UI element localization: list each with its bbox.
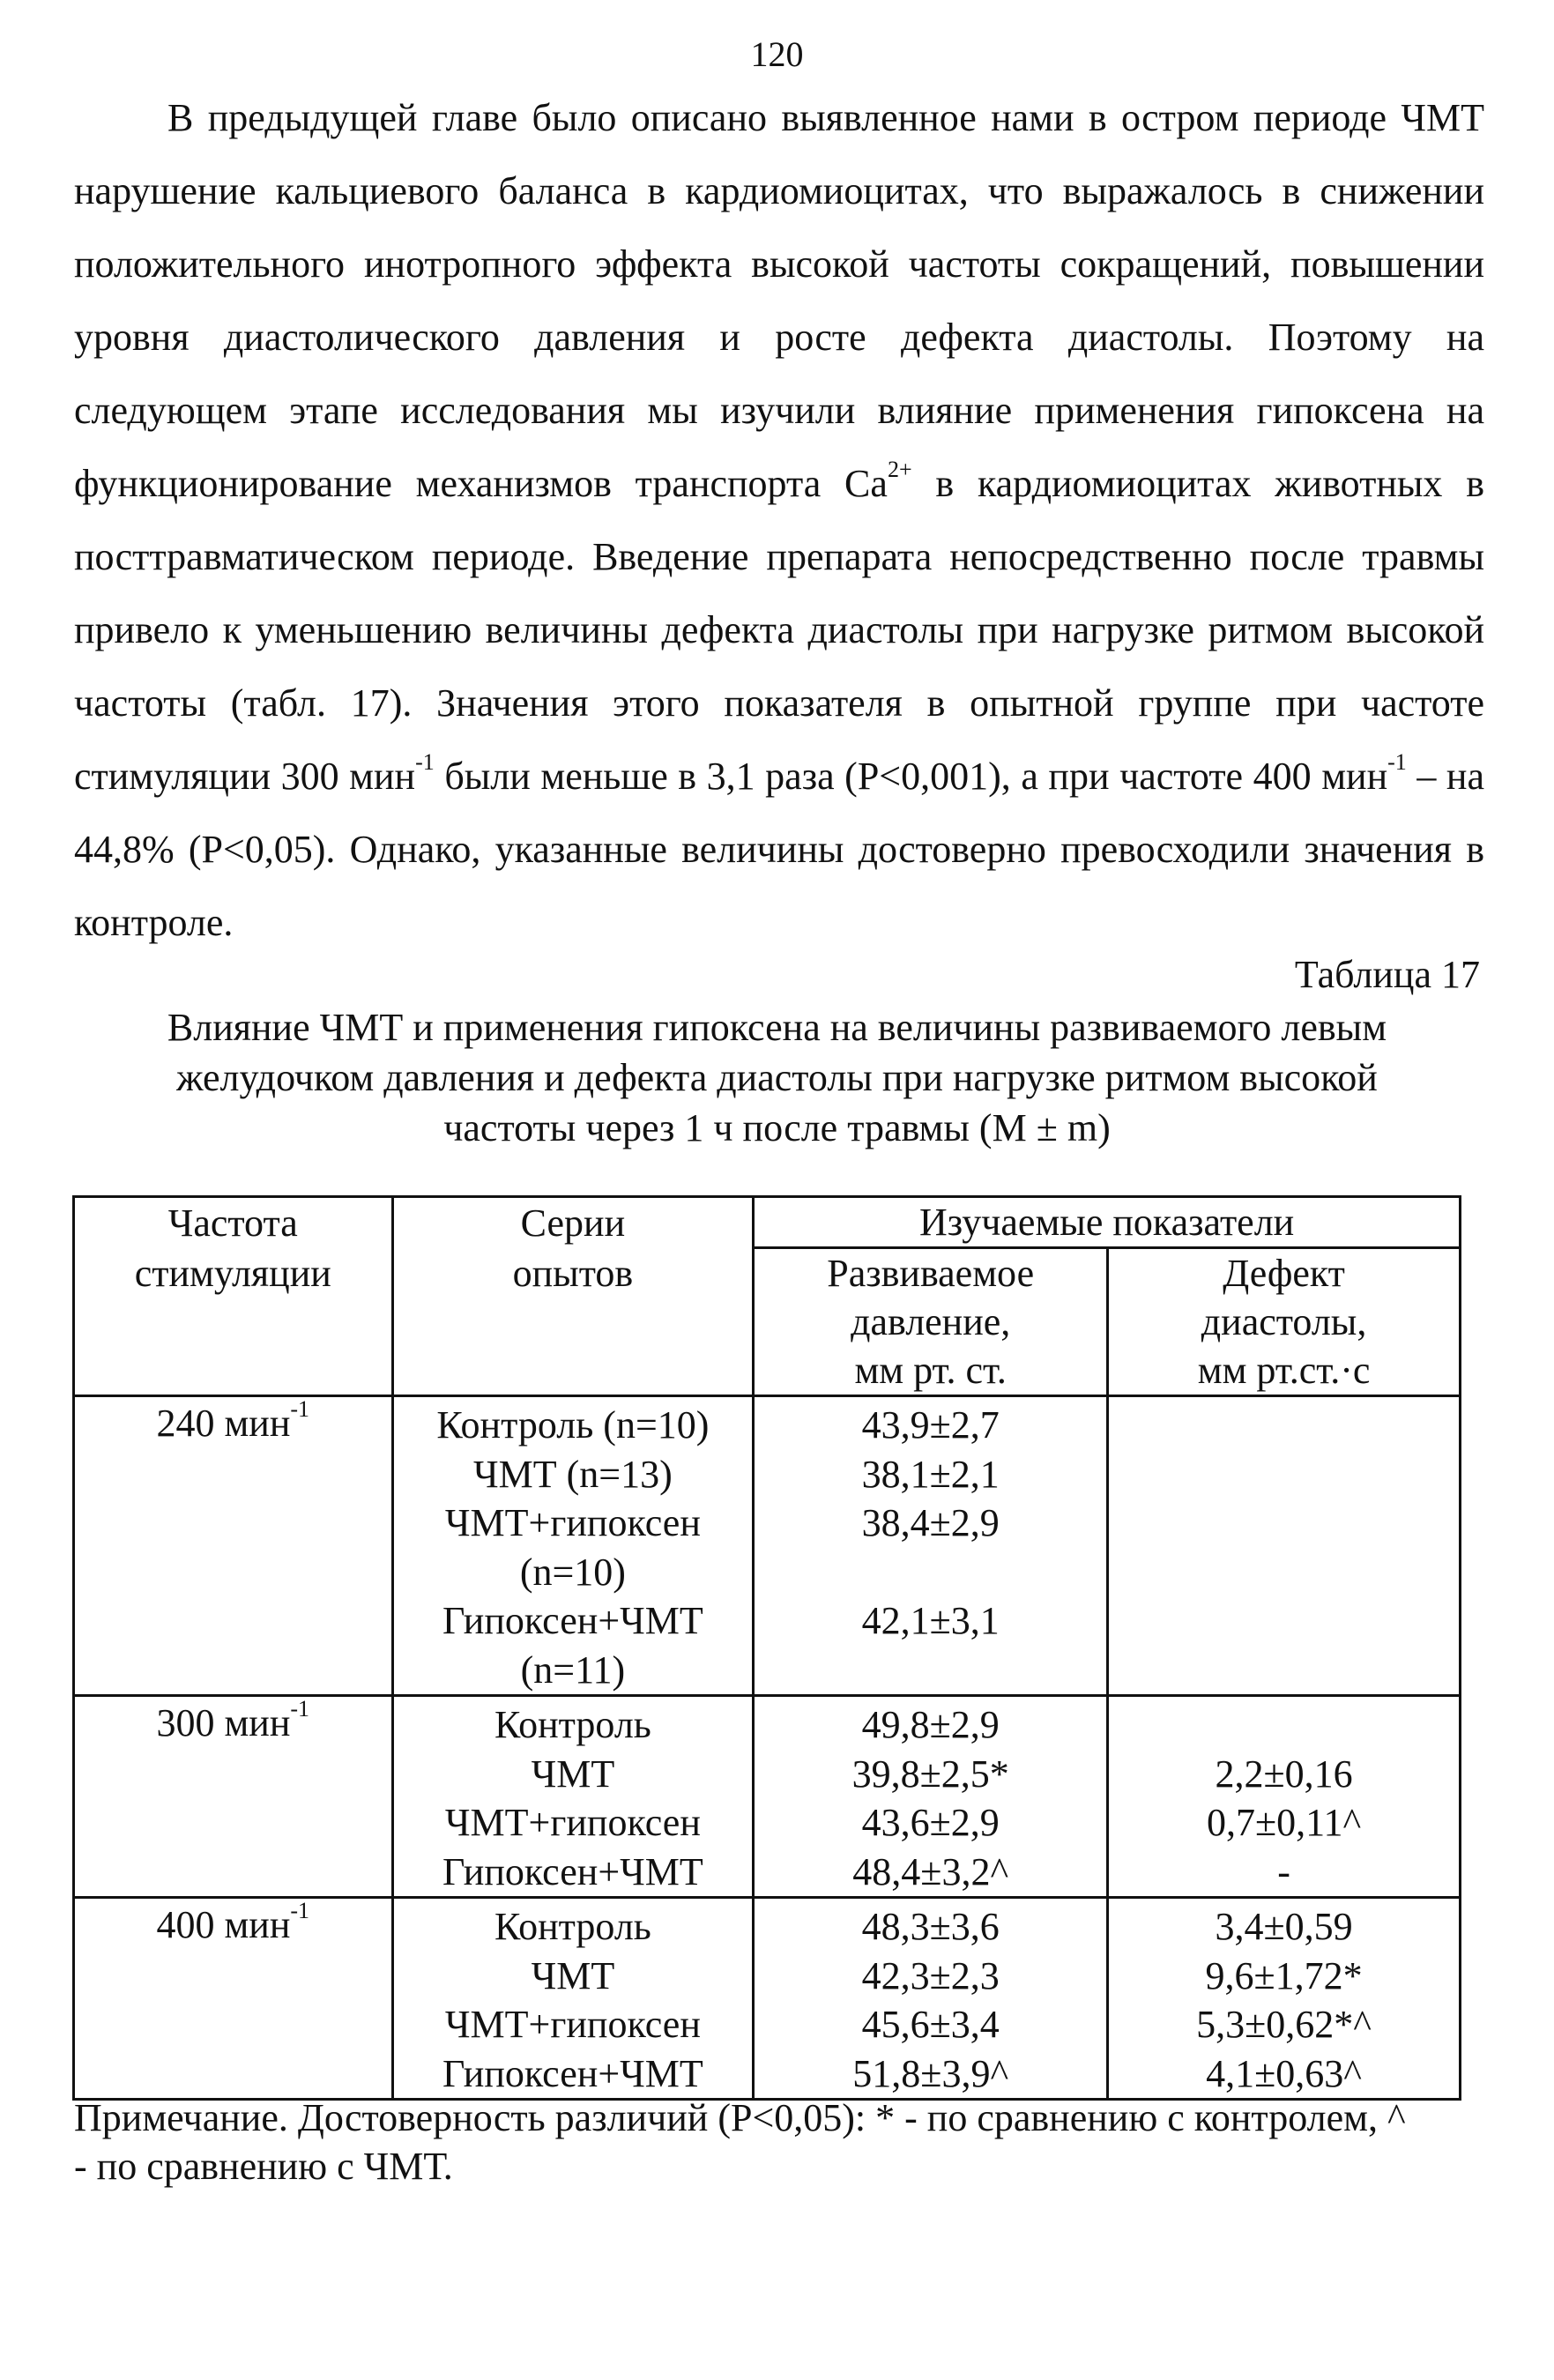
series-line: (n=10) — [519, 1550, 626, 1594]
superscript-min-1: -1 — [415, 749, 435, 775]
series-line: ЧМТ+гипоксен — [444, 1501, 701, 1544]
defect-value: 0,7±0,11^ — [1206, 1801, 1362, 1844]
header-pressure: Развиваемое давление, мм рт. ст. — [754, 1248, 1108, 1396]
pressure-value: 49,8±2,9 — [861, 1703, 1000, 1746]
pressure-value: 43,9±2,7 — [861, 1403, 1000, 1447]
series-line: ЧМТ+гипоксен — [444, 2003, 701, 2046]
caption-line: желудочком давления и дефекта диастолы при нагрузке ритмом высокой — [176, 1056, 1378, 1099]
body-paragraph — [74, 81, 1484, 959]
pressure-value: 38,4±2,9 — [861, 1501, 1000, 1544]
series-line: ЧМТ (n=13) — [473, 1452, 673, 1496]
pressure-value: 51,8±3,9^ — [852, 2051, 1009, 2095]
defect-value: 9,6±1,72* — [1205, 1953, 1363, 1997]
table-number: Таблица 17 — [1294, 953, 1480, 996]
page-number: 120 — [750, 34, 804, 74]
series-line: (n=11) — [520, 1647, 626, 1692]
table-row — [74, 1396, 1461, 1696]
series-cell — [392, 1396, 754, 1696]
frequency-value: 300 мин — [156, 1701, 291, 1744]
pressure-value: 42,3±2,3 — [861, 1953, 1000, 1997]
caption-line: Влияние ЧМТ и применения гипоксена на величины развиваемого левым — [167, 1006, 1387, 1049]
table-row — [74, 1898, 1461, 2100]
frequency-cell — [74, 1396, 393, 1696]
defect-value — [1112, 1401, 1455, 1450]
pressure-value: 38,1±2,1 — [861, 1452, 1000, 1496]
table-note — [74, 2094, 1484, 2190]
header-indicators: Изучаемые показатели — [754, 1197, 1461, 1248]
pressure-cell — [754, 1898, 1108, 2100]
superscript-min-2: -1 — [1387, 749, 1407, 775]
caption-line: частоты через 1 ч после травмы (M ± m) — [443, 1106, 1111, 1149]
series-line: Контроль — [494, 1905, 651, 1948]
paragraph-text-1: В предыдущей главе было описано выявленное нами в остром периоде ЧМТ нарушение кальциевого баланса в кардиомиоцитах, что выражалось в снижении положительного инотропного эффекта высокой частоты сокращений, повышении уровня диастолического давления и росте дефекта диастолы. Поэтому на следующем этапе исследования мы изучили влияние применения гипоксена на функционирование механизмов транспорта Ca — [74, 96, 1484, 505]
series-line: Гипоксен+ЧМТ — [442, 1599, 703, 1642]
defect-value: 2,2±0,16 — [1215, 1752, 1353, 1796]
pressure-value: 43,6±2,9 — [861, 1801, 1000, 1844]
table-caption — [97, 1002, 1457, 1153]
series-line: ЧМТ — [531, 1953, 615, 1997]
pressure-value: 42,1±3,1 — [861, 1599, 1000, 1642]
pressure-value — [758, 1548, 1103, 1597]
defect-value: 3,4±0,59 — [1215, 1905, 1353, 1948]
defect-value — [1112, 1548, 1455, 1597]
paragraph-text-2: в кардиомиоцитах животных в посттравматическом периоде. Введение препарата непосредственно после травмы привело к уменьшению величины дефекта диастолы при нагрузке ритмом высокой частоты (табл. 17). Значения этого показателя в опытной группе при частоте стимуляции 300 мин — [74, 462, 1484, 798]
superscript-ca-charge: 2+ — [887, 457, 912, 482]
paragraph-text-3: были меньше в 3,1 раза (P<0,001), а при частоте 400 мин — [434, 755, 1388, 798]
series-line: Контроль — [494, 1703, 651, 1746]
frequency-value: 240 мин — [156, 1402, 291, 1445]
defect-value — [1112, 1700, 1455, 1750]
frequency-cell — [74, 1898, 393, 2100]
header-frequency: Частота стимуляции — [74, 1197, 393, 1396]
frequency-value: 400 мин — [156, 1903, 291, 1946]
series-line: Гипоксен+ЧМТ — [442, 1849, 703, 1893]
series-cell — [392, 1696, 754, 1898]
series-line: Контроль (n=10) — [436, 1403, 710, 1447]
defect-cell — [1108, 1696, 1461, 1898]
frequency-exponent: -1 — [290, 1396, 310, 1422]
data-table — [72, 1195, 1461, 2101]
frequency-exponent: -1 — [290, 1898, 310, 1923]
defect-cell — [1108, 1898, 1461, 2100]
series-line: ЧМТ+гипоксен — [444, 1801, 701, 1844]
defect-value — [1112, 1450, 1455, 1499]
pressure-cell — [754, 1696, 1108, 1898]
pressure-value: 45,6±3,4 — [861, 2003, 1000, 2046]
defect-value — [1112, 1596, 1455, 1646]
table-header-row — [74, 1197, 1461, 1248]
defect-value — [1112, 1646, 1455, 1695]
pressure-value: 48,3±3,6 — [861, 1905, 1000, 1948]
note-line: Примечание. Достоверность различий (P<0,05): * - по сравнению с контролем, ^ — [74, 2096, 1406, 2139]
pressure-cell — [754, 1396, 1108, 1696]
frequency-cell — [74, 1696, 393, 1898]
pressure-value — [758, 1646, 1103, 1695]
frequency-exponent: -1 — [290, 1696, 310, 1722]
defect-value: 4,1±0,63^ — [1206, 2051, 1362, 2095]
series-cell — [392, 1898, 754, 2100]
series-line: ЧМТ — [531, 1752, 615, 1796]
defect-value: - — [1277, 1849, 1290, 1893]
header-series: Серии опытов — [392, 1197, 754, 1396]
series-line: Гипоксен+ЧМТ — [442, 2051, 703, 2095]
defect-cell — [1108, 1396, 1461, 1696]
table-row — [74, 1696, 1461, 1898]
pressure-value: 48,4±3,2^ — [852, 1849, 1009, 1893]
note-line: - по сравнению с ЧМТ. — [74, 2145, 453, 2188]
defect-value — [1112, 1499, 1455, 1548]
pressure-value: 39,8±2,5* — [851, 1752, 1009, 1796]
defect-value: 5,3±0,62*^ — [1196, 2003, 1372, 2046]
paragraph-text-4: – на 44,8% (P<0,05). Однако, указанные величины достоверно превосходили значения в контроле. — [74, 755, 1485, 944]
header-defect: Дефект диастолы, мм рт.ст.·с — [1108, 1248, 1461, 1396]
